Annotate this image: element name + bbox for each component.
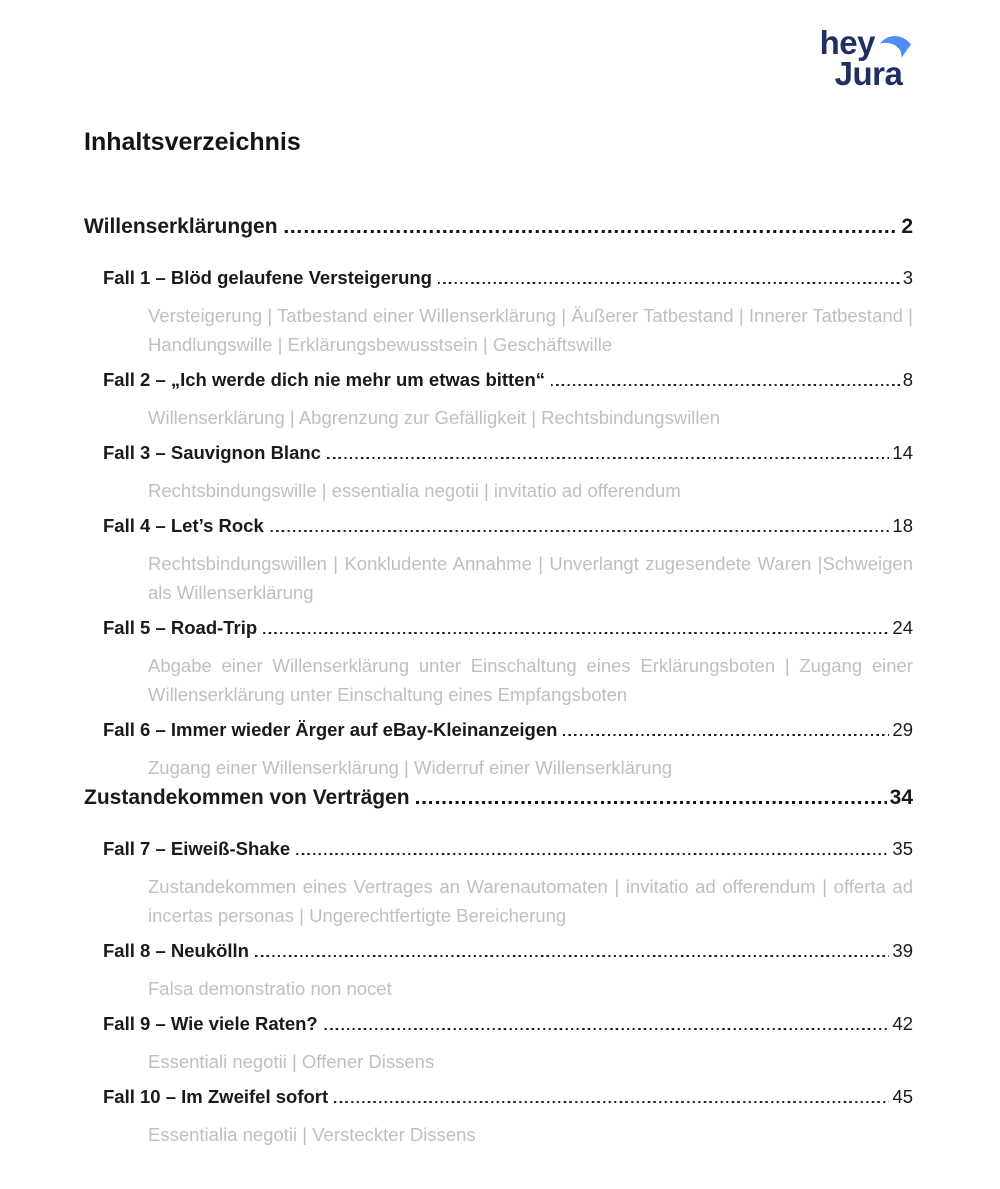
dot-leader (255, 955, 889, 957)
toc-entry-page-number: 8 (902, 369, 913, 390)
toc-case-entry[interactable] (103, 442, 913, 464)
toc-entry-keywords: Essentiali negotii | Offener Dissens (148, 1051, 435, 1072)
dot-leader (327, 457, 889, 459)
toc-entry-keywords: Abgabe einer Willenserklärung unter Einschaltung eines Erklärungsboten | Zugang einer Willenserklärung unter Einschaltung eines Empfangsboten (148, 655, 913, 705)
toc-entry-keywords: Willenserklärung | Abgrenzung zur Gefälligkeit | Rechtsbindungswillen (148, 407, 721, 428)
toc-entry-page-number: 2 (901, 215, 913, 238)
toc-entry-label: Fall 10 – Im Zweifel sofort (103, 1086, 329, 1107)
toc-case-entry[interactable] (103, 1086, 913, 1108)
page-header (84, 24, 913, 94)
toc-case-entry[interactable] (103, 1013, 913, 1035)
toc-entry-label: Fall 4 – Let’s Rock (103, 515, 264, 536)
toc-entry-label: Fall 9 – Wie viele Raten? (103, 1013, 318, 1034)
toc-entry-keywords: Rechtsbindungswillen | Konkludente Annahme | Unverlangt zugesendete Waren |Schweigen als Willenserklärung (148, 553, 913, 603)
logo-text-hey: hey (819, 24, 875, 61)
toc-entry-label: Fall 7 – Eiweiß-Shake (103, 838, 291, 859)
toc-case-entry[interactable] (103, 719, 913, 741)
toc-case-entry[interactable] (103, 515, 913, 537)
toc-section-entry[interactable] (84, 215, 913, 239)
dot-leader (270, 530, 890, 532)
dot-leader (324, 1028, 890, 1030)
toc-entry-page-number: 3 (902, 267, 913, 288)
toc-entry-page-number: 18 (892, 515, 913, 536)
toc-case-entry[interactable] (103, 940, 913, 962)
toc-entry-label: Willenserklärungen (84, 215, 278, 238)
toc-section-entry[interactable] (84, 786, 913, 810)
toc-case-entry[interactable] (103, 369, 913, 391)
toc-entry-page-number: 42 (892, 1013, 913, 1034)
table-of-contents (84, 215, 913, 1149)
toc-entry-keywords: Zugang einer Willenserklärung | Widerruf einer Willenserklärung (148, 757, 673, 778)
toc-entry-keywords: Essentialia negotii | Versteckter Dissens (148, 1124, 476, 1145)
toc-entry-page-number: 35 (892, 838, 913, 859)
dot-leader (416, 801, 887, 804)
logo-text-jura: Jura (834, 55, 903, 92)
page-title: Inhaltsverzeichnis (84, 128, 301, 156)
toc-case-entry[interactable] (103, 267, 913, 289)
toc-entry-label: Fall 6 – Immer wieder Ärger auf eBay-Kleinanzeigen (103, 719, 558, 740)
dot-leader (296, 853, 889, 855)
toc-entry-label: Fall 3 – Sauvignon Blanc (103, 442, 321, 463)
toc-entry-keywords: Rechtsbindungswille | essentialia negotii | invitatio ad offerendum (148, 480, 681, 501)
toc-entry-keywords: Versteigerung | Tatbestand einer Willenserklärung | Äußerer Tatbestand | Innerer Tatbestand | Handlungswille | Erklärungsbewusstsein | Geschäftswille (148, 305, 913, 355)
toc-entry-label: Fall 1 – Blöd gelaufene Versteigerung (103, 267, 432, 288)
dot-leader (438, 282, 900, 284)
toc-entry-label: Zustandekommen von Verträgen (84, 786, 410, 809)
toc-case-entry[interactable] (103, 838, 913, 860)
toc-entry-label: Fall 2 – „Ich werde dich nie mehr um etwas bitten“ (103, 369, 546, 390)
heyjura-logo (819, 24, 913, 94)
toc-entry-label: Fall 5 – Road-Trip (103, 617, 258, 638)
toc-entry-keywords: Falsa demonstratio non nocet (148, 978, 392, 999)
toc-entry-keywords: Zustandekommen eines Vertrages an Warenautomaten | invitatio ad offerendum | offerta ad incertas personas | Ungerechtfertigte Bereicherung (148, 876, 913, 926)
toc-case-entry[interactable] (103, 617, 913, 639)
dot-leader (334, 1101, 889, 1103)
dot-leader (563, 734, 889, 736)
toc-entry-page-number: 24 (892, 617, 913, 638)
toc-entry-page-number: 45 (892, 1086, 913, 1107)
dot-leader (263, 632, 889, 634)
dot-leader (551, 384, 900, 386)
toc-entry-page-number: 29 (892, 719, 913, 740)
toc-entry-label: Fall 8 – Neukölln (103, 940, 249, 961)
toc-entry-page-number: 39 (892, 940, 913, 961)
toc-entry-page-number: 34 (889, 786, 913, 809)
dot-leader (284, 230, 899, 233)
toc-entry-page-number: 14 (892, 442, 913, 463)
